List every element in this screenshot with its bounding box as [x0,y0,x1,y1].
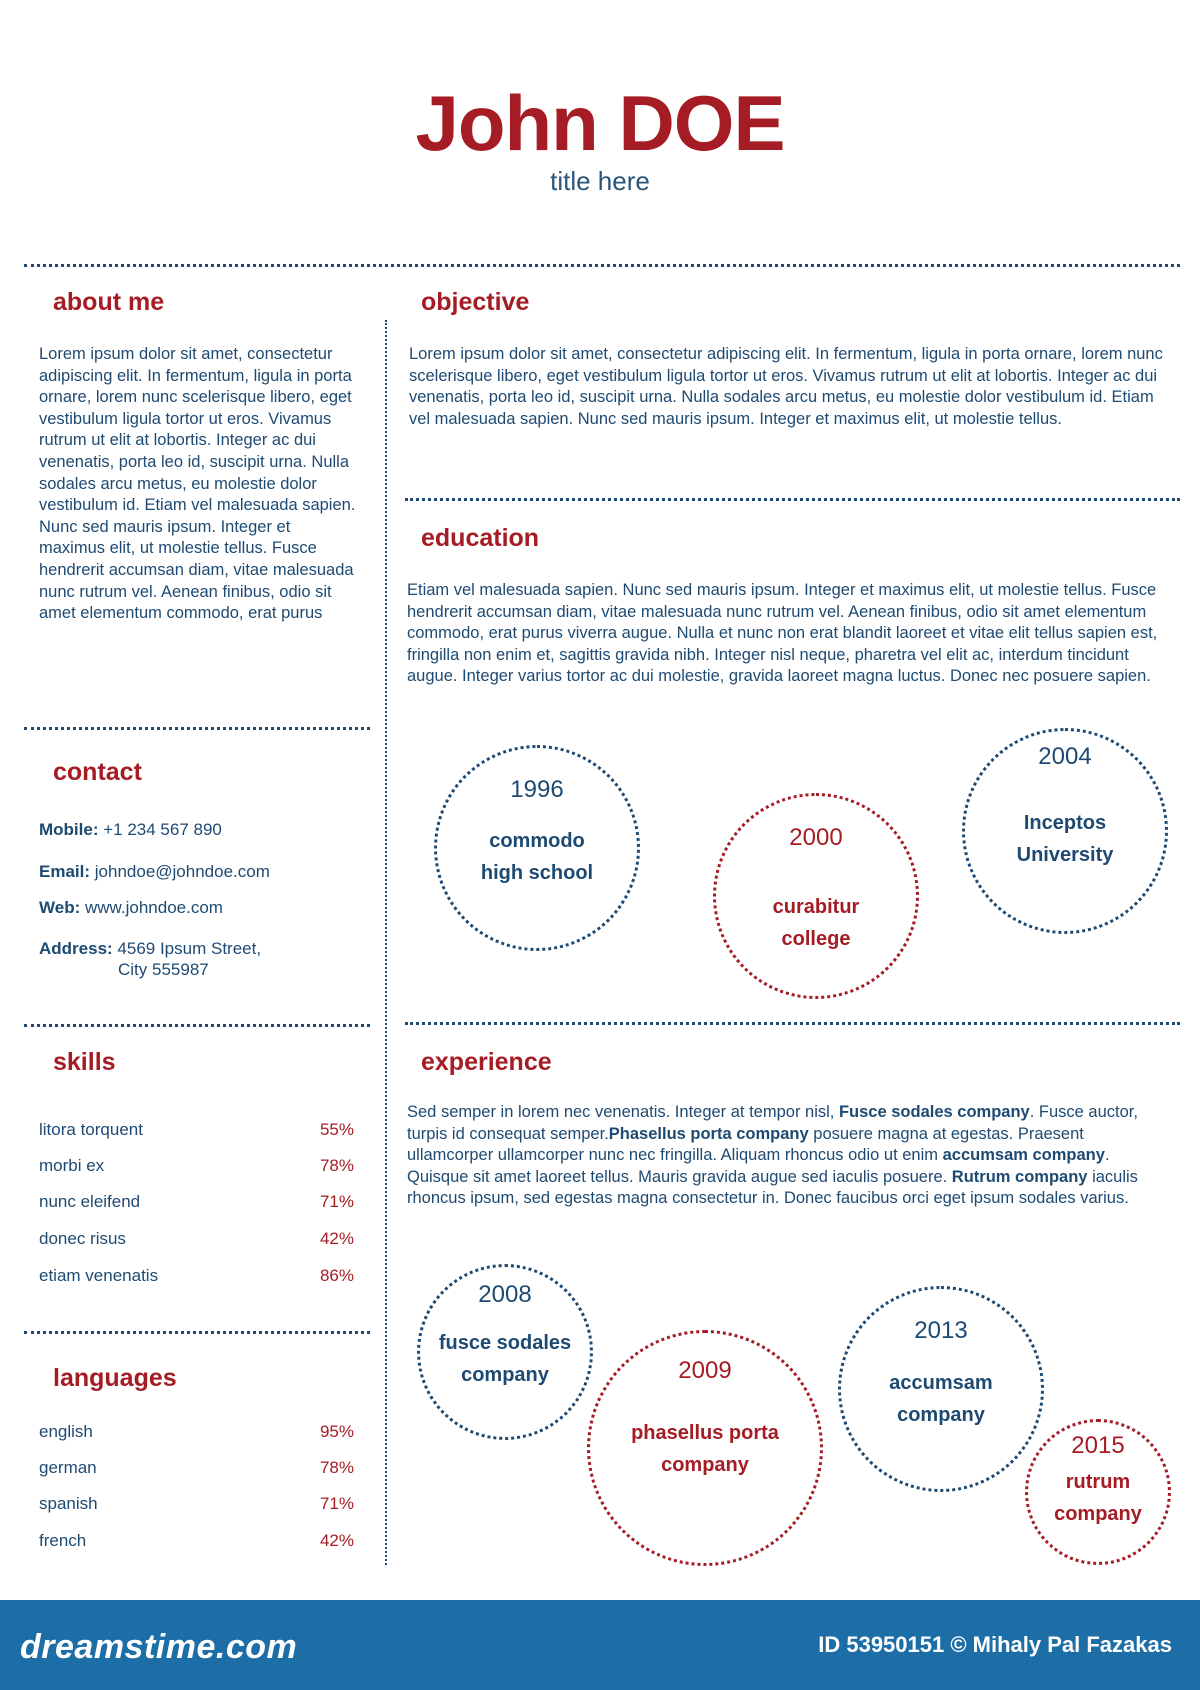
skill-label: donec risus [39,1229,126,1248]
experience-company-line2: company [461,1364,549,1386]
divider-objective-education [405,498,1180,501]
mobile-label: Mobile: [39,820,99,839]
education-school-line2: college [781,928,851,950]
language-label: spanish [39,1494,98,1513]
contact-mobile [39,820,222,840]
language-value: 71% [319,1494,354,1513]
education-heading: education [421,524,540,552]
address-line2: City 555987 [118,960,209,979]
experience-bubble [838,1286,1044,1492]
education-bubble [962,728,1168,934]
objective-text: Lorem ipsum dolor sit amet, consectetur adipiscing elit. In fermentum, ligula in porta ornare, lorem nunc scelerisque libero, eget vestibulum ligula tortor ut eros. Vivamus rutrum ut elit at lobortis. Integer ac dui venenatis, porta leo id, suscipit urna. Nulla sodales arcu metus, eu molestie dolor vestibulum id. Etiam vel malesuada sapien. Nunc sed mauris ipsum. Integer et maximus elit, ut molestie tellus. [409,345,1163,428]
address-line1: 4569 Ipsum Street, [117,939,262,958]
skill-row [39,1156,354,1180]
skill-label: litora torquent [39,1120,143,1139]
experience-company-highlight: accumsam company [942,1146,1105,1165]
skill-value: 42% [319,1229,354,1248]
experience-company-line2: company [661,1454,749,1476]
language-row [39,1531,354,1555]
experience-company-highlight: Rutrum company [951,1167,1088,1186]
divider-about-contact [24,727,370,730]
experience-company-line1: fusce sodales [438,1332,572,1354]
skill-label: morbi ex [39,1156,105,1175]
experience-company-line1: rutrum [1065,1471,1131,1493]
footer-brand[interactable]: dreamstime.com [20,1628,298,1666]
education-bubble [434,745,640,951]
skills-heading: skills [53,1048,116,1076]
email-label: Email: [39,862,91,881]
language-value: 95% [319,1422,354,1441]
education-school-line1: Inceptos [1023,812,1107,834]
column-divider [385,320,387,1565]
education-school-line2: University [1016,844,1114,866]
about-text: Lorem ipsum dolor sit amet, consectetur adipiscing elit. In fermentum, ligula in porta ornare, lorem nunc scelerisque libero, eget vestibulum ligula tortor ut eros. Vivamus rutrum ut elit at lobortis. Integer ac dui venenatis, porta leo id, suscipit urna. Nulla sodales arcu metus, eu molestie dolor vestibulum id. Etiam vel malesuada sapien. Nunc sed mauris ipsum. Integer et maximus elit, ut molestie tellus. Fusce hendrerit accumsan diam, vitae malesuada nunc rutrum vel. Aenean finibus, odio sit amet elementum commodo, erat purus [39,345,356,623]
skill-row [39,1229,354,1253]
language-row [39,1458,354,1482]
about-heading: about me [53,288,165,316]
education-school-line1: curabitur [772,896,860,918]
skill-row [39,1120,354,1144]
footer-credit: ID 53950151 © Mihaly Pal Fazakas [818,1632,1172,1657]
language-label: german [39,1458,97,1477]
experience-bubble [587,1330,823,1566]
experience-year: 2008 [478,1281,532,1308]
experience-year: 2013 [914,1317,968,1344]
language-value: 42% [319,1531,354,1550]
experience-text-part: iaculis rhoncus ipsum, sed egestas magna consectetur in. Donec faucibus orci eget ipsum sodales varius. [407,1167,1138,1208]
skill-label: etiam venenatis [39,1266,159,1285]
experience-year: 2009 [678,1357,732,1384]
experience-company-highlight: Phasellus porta company [608,1124,809,1143]
experience-year: 2015 [1071,1432,1125,1459]
skill-row [39,1266,354,1290]
education-school-line2: high school [480,862,594,884]
skill-value: 78% [319,1156,354,1175]
experience-text-part: posuere magna at egestas. Praesent ullamcorper ullamcorper nunc nec fringilla. Aliquam rhoncus odio ut enim [407,1124,1084,1165]
language-label: french [39,1531,87,1550]
language-row [39,1494,354,1518]
education-year: 2000 [789,824,843,851]
divider-skills-languages [24,1331,370,1334]
resume-title: title here [550,166,650,196]
resume-name: John DOE [415,79,785,167]
experience-company-line1: accumsam [889,1372,993,1394]
email-value[interactable]: johndoe@johndoe.com [94,862,270,881]
education-school-line1: commodo [489,830,585,852]
language-label: english [39,1422,93,1441]
education-bubble [713,793,919,999]
objective-heading: objective [421,288,530,316]
language-value: 78% [319,1458,354,1477]
skill-value: 71% [319,1192,354,1211]
languages-heading: languages [53,1364,177,1392]
divider-contact-skills [24,1024,370,1027]
skill-value: 86% [319,1266,354,1285]
education-year: 2004 [1038,743,1092,770]
experience-text-part: . Quisque sit amet laoreet tellus. Mauris gravida augue sed iaculis posuere. [407,1146,1110,1186]
experience-company-line2: company [1054,1503,1142,1525]
experience-bubble [417,1264,593,1440]
divider-education-experience [405,1022,1180,1025]
header-divider [24,264,1180,267]
footer-bar [0,1600,1200,1690]
experience-heading: experience [421,1048,552,1076]
education-text: Etiam vel malesuada sapien. Nunc sed mauris ipsum. Integer et maximus elit, ut molestie tellus. Fusce hendrerit accumsan diam, vitae malesuada nunc rutrum vel. Aenean finibus, odio sit amet elementum commodo, erat purus viverra augue. Nulla et nunc non erat blandit laoreet et vitae elit tellus sapien est, fringilla non enim et, sagittis gravida nibh. Integer nisl neque, pharetra vel elit ac, interdum tincidunt augue. Integer varius tortor ac dui molestie, gravida laoreet magna luctus. Donec nec posuere sapien. [407,581,1158,686]
experience-company-line2: company [897,1404,985,1426]
web-label: Web: [39,898,81,917]
skill-value: 55% [319,1120,354,1139]
experience-company-line1: phasellus porta [631,1422,779,1444]
experience-bubble [1025,1419,1171,1565]
address-label: Address: [39,939,113,958]
language-row [39,1422,354,1446]
skill-row [39,1192,354,1216]
experience-company-highlight: Fusce sodales company [838,1103,1030,1121]
experience-text [407,1102,1171,1210]
contact-heading: contact [53,758,142,786]
mobile-value[interactable]: +1 234 567 890 [103,820,222,839]
contact-email [39,862,270,882]
web-value[interactable]: www.johndoe.com [84,898,223,917]
contact-address [39,939,261,959]
experience-text-part: Sed semper in lorem nec venenatis. Integer at tempor nisl, [407,1103,839,1121]
skill-label: nunc eleifend [39,1192,141,1211]
contact-web [39,898,223,918]
education-year: 1996 [510,776,564,803]
experience-text-part: . Fusce auctor, turpis id consequat semper. [407,1103,1138,1143]
